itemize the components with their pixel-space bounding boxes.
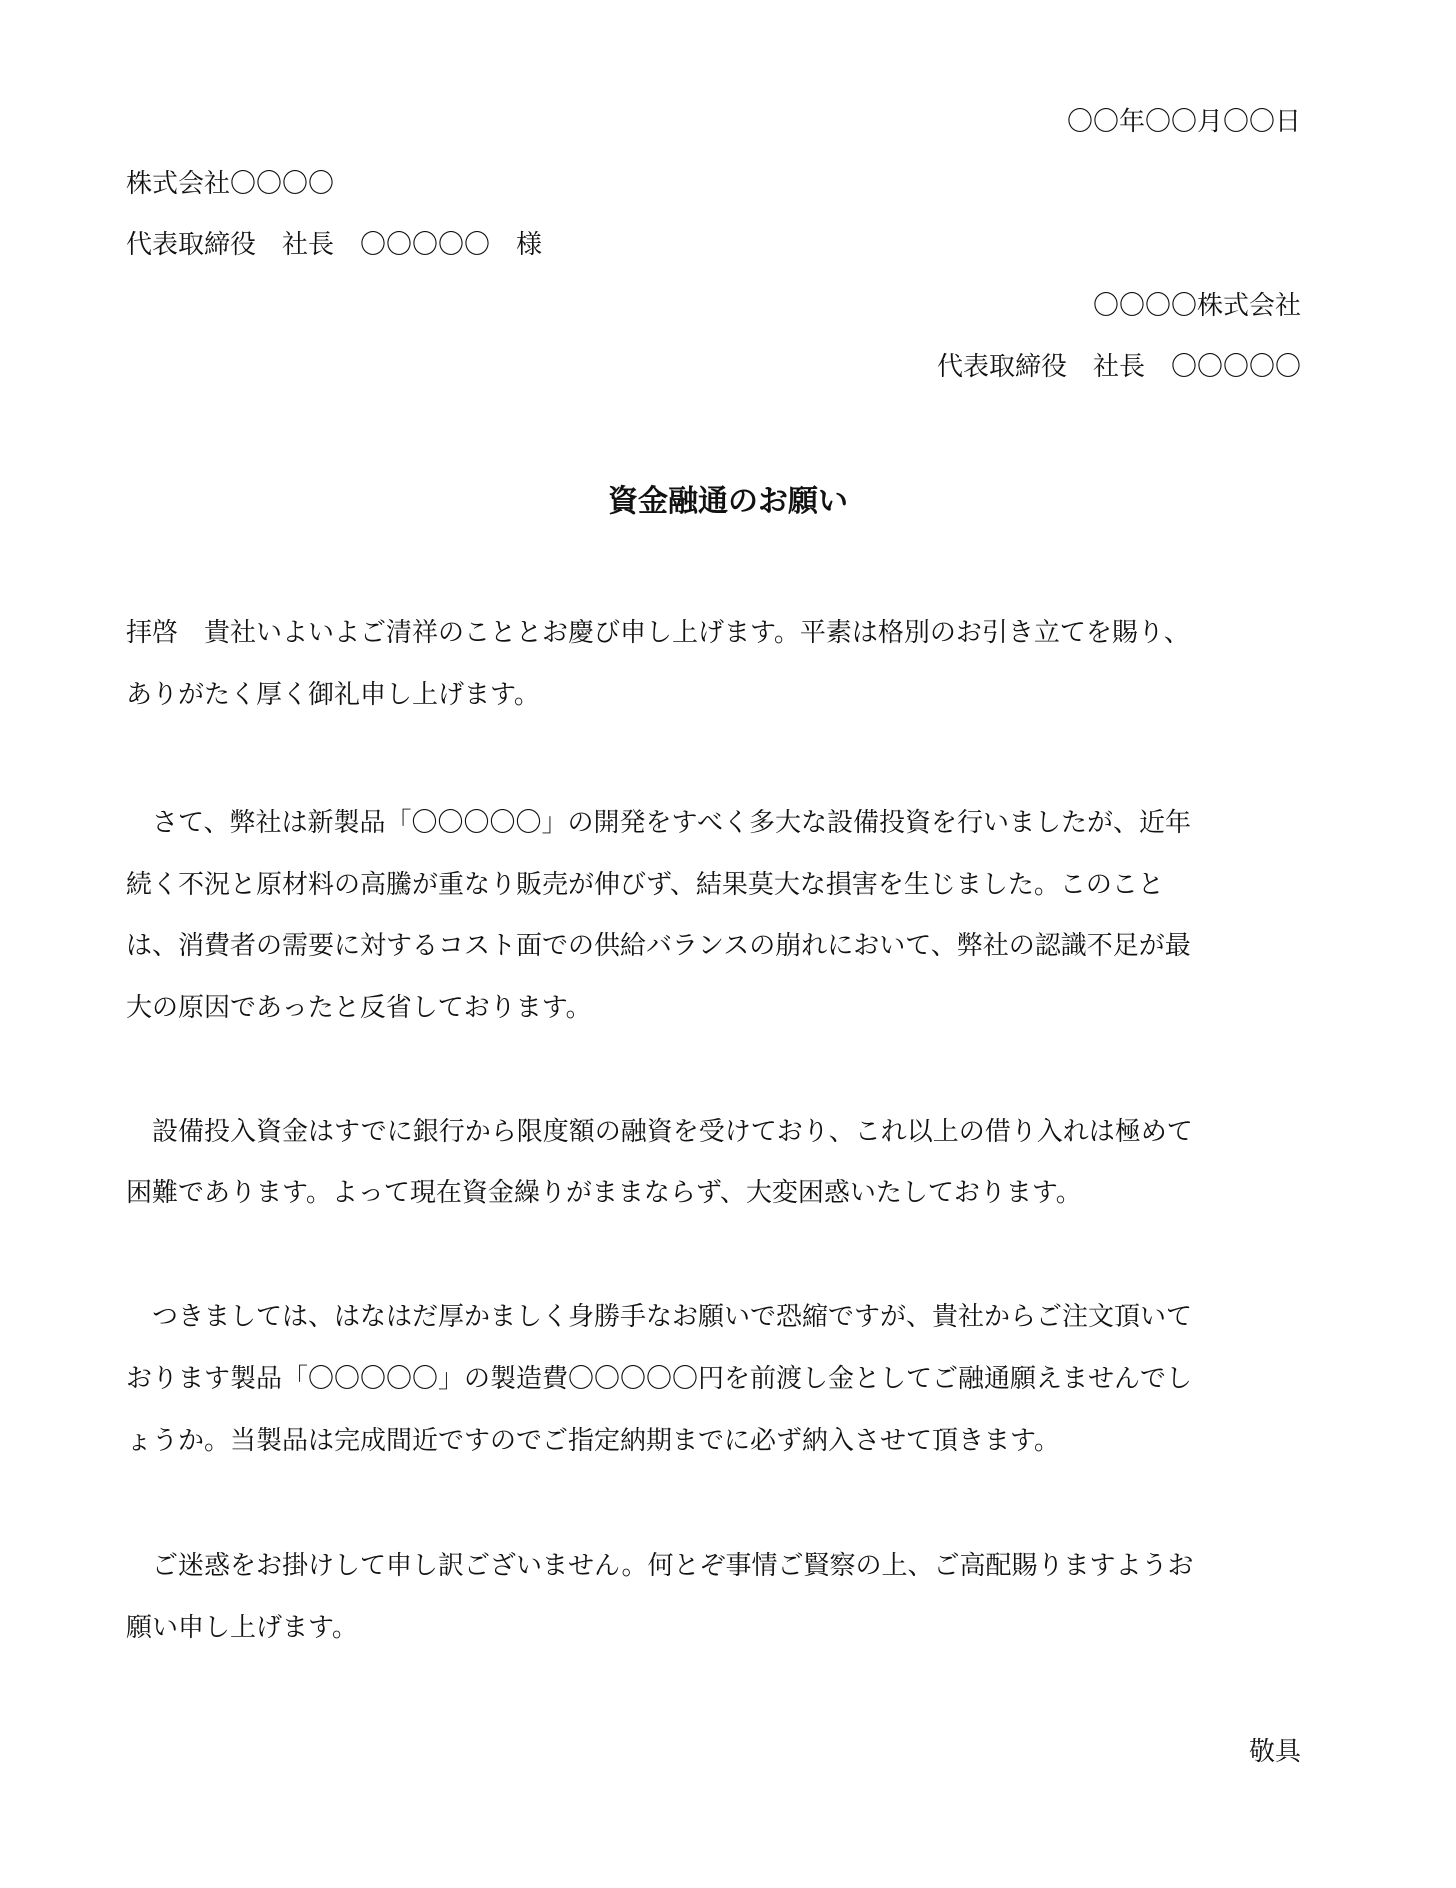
body-line: 困難であります。よって現在資金繰りがままならず、大変困惑いたしております。	[126, 1178, 1082, 1208]
body-line: 続く不況と原材料の高騰が重なり販売が伸びず、結果莫大な損害を生じました。このこと	[126, 870, 1164, 900]
body-line: さて、弊社は新製品「〇〇〇〇〇」の開発をすべく多大な設備投資を行いましたが、近年	[126, 808, 1191, 838]
closing-salutation: 敬具	[1248, 1737, 1301, 1767]
body-line: おります製品「〇〇〇〇〇」の製造費〇〇〇〇〇円を前渡し金としてご融通願えませんでし	[126, 1364, 1193, 1394]
letter-title: 資金融通のお願い	[608, 484, 848, 519]
body-line: ありがたく厚く御礼申し上げます。	[126, 680, 540, 710]
body-line: 設備投入資金はすでに銀行から限度額の融資を受けており、これ以上の借り入れは極めて	[126, 1117, 1193, 1147]
sender-company: 〇〇〇〇株式会社	[1092, 291, 1301, 321]
recipient-name: 代表取締役 社長 〇〇〇〇〇 様	[126, 230, 543, 260]
body-line: は、消費者の需要に対するコスト面での供給バランスの崩れにおいて、弊社の認識不足が最	[126, 931, 1191, 961]
letter-date: 〇〇年〇〇月〇〇日	[1066, 107, 1301, 137]
body-line: ょうか。当製品は完成間近ですのでご指定納期までに必ず納入させて頂きます。	[126, 1426, 1060, 1456]
body-line: 拝啓 貴社いよいよご清祥のこととお慶び申し上げます。平素は格別のお引き立てを賜り、	[126, 618, 1190, 648]
recipient-company: 株式会社〇〇〇〇	[126, 169, 335, 199]
body-line: 大の原因であったと反省しております。	[126, 993, 592, 1023]
body-line: つきましては、はなはだ厚かましく身勝手なお願いで恐縮ですが、貴社からご注文頂いて	[126, 1302, 1193, 1332]
sender-name: 代表取締役 社長 〇〇〇〇〇	[936, 352, 1301, 382]
body-line: 願い申し上げます。	[126, 1613, 358, 1643]
body-line: ご迷惑をお掛けして申し訳ございません。何とぞ事情ご賢察の上、ご高配賜りますようお	[126, 1551, 1194, 1581]
